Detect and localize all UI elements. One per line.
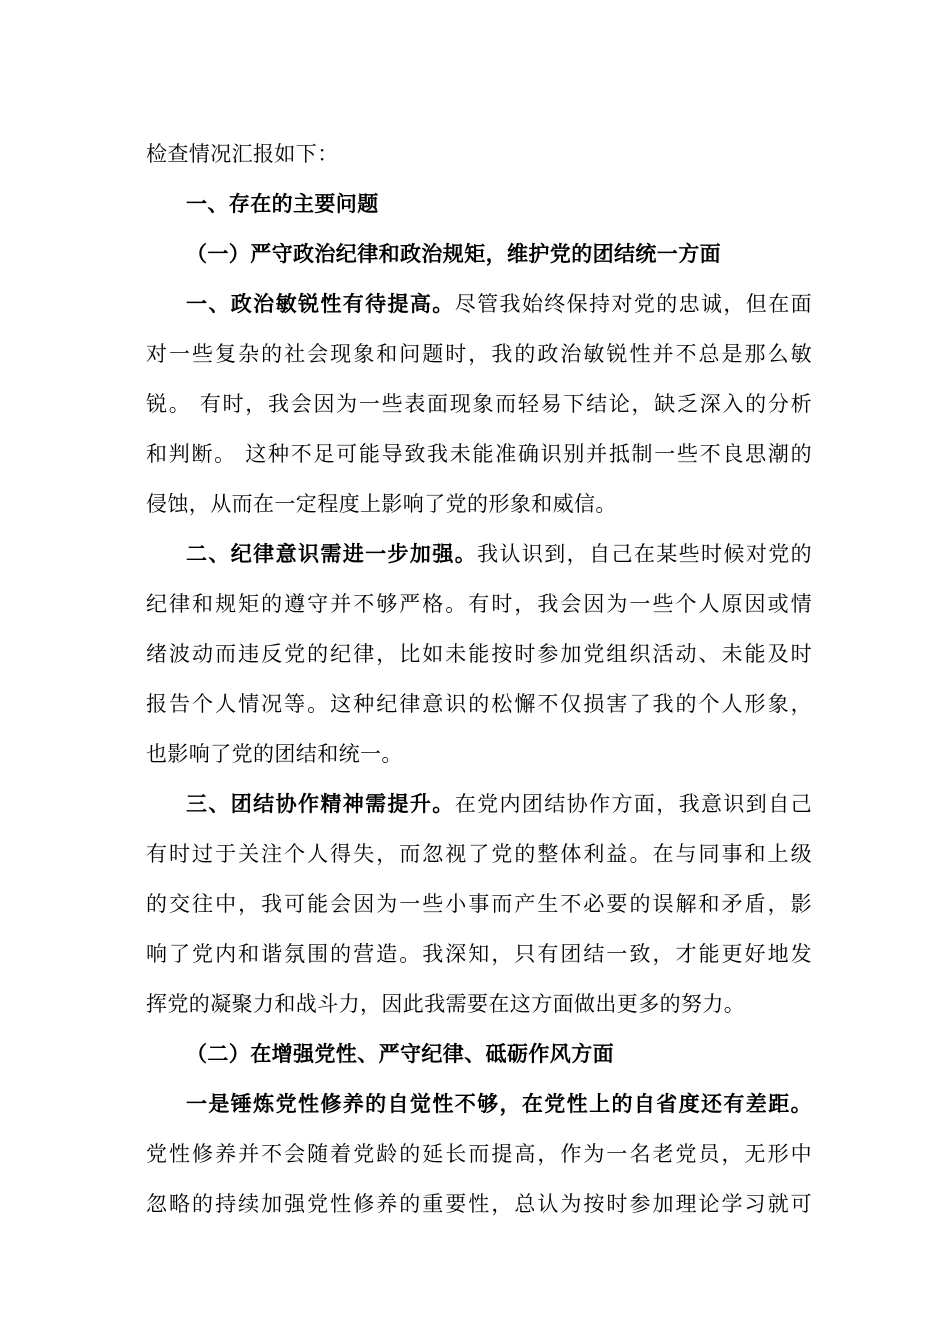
paragraph-line xyxy=(146,779,812,829)
point-lead: 三、团结协作精神需提升。 xyxy=(186,791,455,816)
paragraph-line: 响了党内和谐氛围的营造。我深知，只有团结一致，才能更好地发 xyxy=(146,942,812,966)
paragraph-line: 绪波动而违反党的纪律，比如未能按时参加党组织活动、未能及时 xyxy=(146,642,812,666)
point-lead: 一、政治敏锐性有待提高。 xyxy=(186,291,455,316)
point-text: 尽管我始终保持对党的忠诚，但在面 xyxy=(454,292,812,316)
paragraph-line: 忽略的持续加强党性修养的重要性，总认为按时参加理论学习就可 xyxy=(146,1192,812,1216)
paragraph-line: 锐。 有时，我会因为一些表面现象而轻易下结论，缺乏深入的分析 xyxy=(146,392,812,416)
point-text: 我认识到，自己在某些时候对党的 xyxy=(477,542,813,566)
paragraph-line: 挥党的凝聚力和战斗力，因此我需要在这方面做出更多的努力。 xyxy=(146,992,746,1016)
paragraph-line: 有时过于关注个人得失，而忽视了党的整体利益。在与同事和上级 xyxy=(146,842,812,866)
point-text: 在党内团结协作方面，我意识到自己 xyxy=(454,792,812,816)
paragraph-line: 党性修养并不会随着党龄的延长而提高，作为一名老党员，无形中 xyxy=(146,1142,812,1166)
paragraph-line: 侵蚀，从而在一定程度上影响了党的形象和威信。 xyxy=(146,492,617,516)
paragraph-line: 对一些复杂的社会现象和问题时，我的政治敏锐性并不总是那么敏 xyxy=(146,342,812,366)
paragraph-line: 和判断。 这种不足可能导致我未能准确识别并抵制一些不良思潮的 xyxy=(146,442,812,466)
paragraph-line: 的交往中，我可能会因为一些小事而产生不必要的误解和矛盾，影 xyxy=(146,892,812,916)
paragraph-line xyxy=(146,279,812,329)
paragraph-line xyxy=(146,529,812,579)
section-heading: 一、存在的主要问题 xyxy=(186,191,379,216)
paragraph-line: 也影响了党的团结和统一。 xyxy=(146,742,403,766)
intro-text: 检查情况汇报如下： xyxy=(146,142,339,166)
subsection-2-heading: （二）在增强党性、严守纪律、砥砺作风方面 xyxy=(186,1041,614,1066)
paragraph-line: 报告个人情况等。这种纪律意识的松懈不仅损害了我的个人形象， xyxy=(146,692,812,716)
subsection-1-heading: （一）严守政治纪律和政治规矩，维护党的团结统一方面 xyxy=(186,241,721,266)
document-body xyxy=(146,129,812,1229)
paragraph-line: 纪律和规矩的遵守并不够严格。有时，我会因为一些个人原因或情 xyxy=(146,592,812,616)
point-lead: 二、纪律意识需进一步加强。 xyxy=(186,541,478,566)
point-lead: 一是锤炼党性修养的自觉性不够，在党性上的自省度还有差距。 xyxy=(186,1091,812,1116)
